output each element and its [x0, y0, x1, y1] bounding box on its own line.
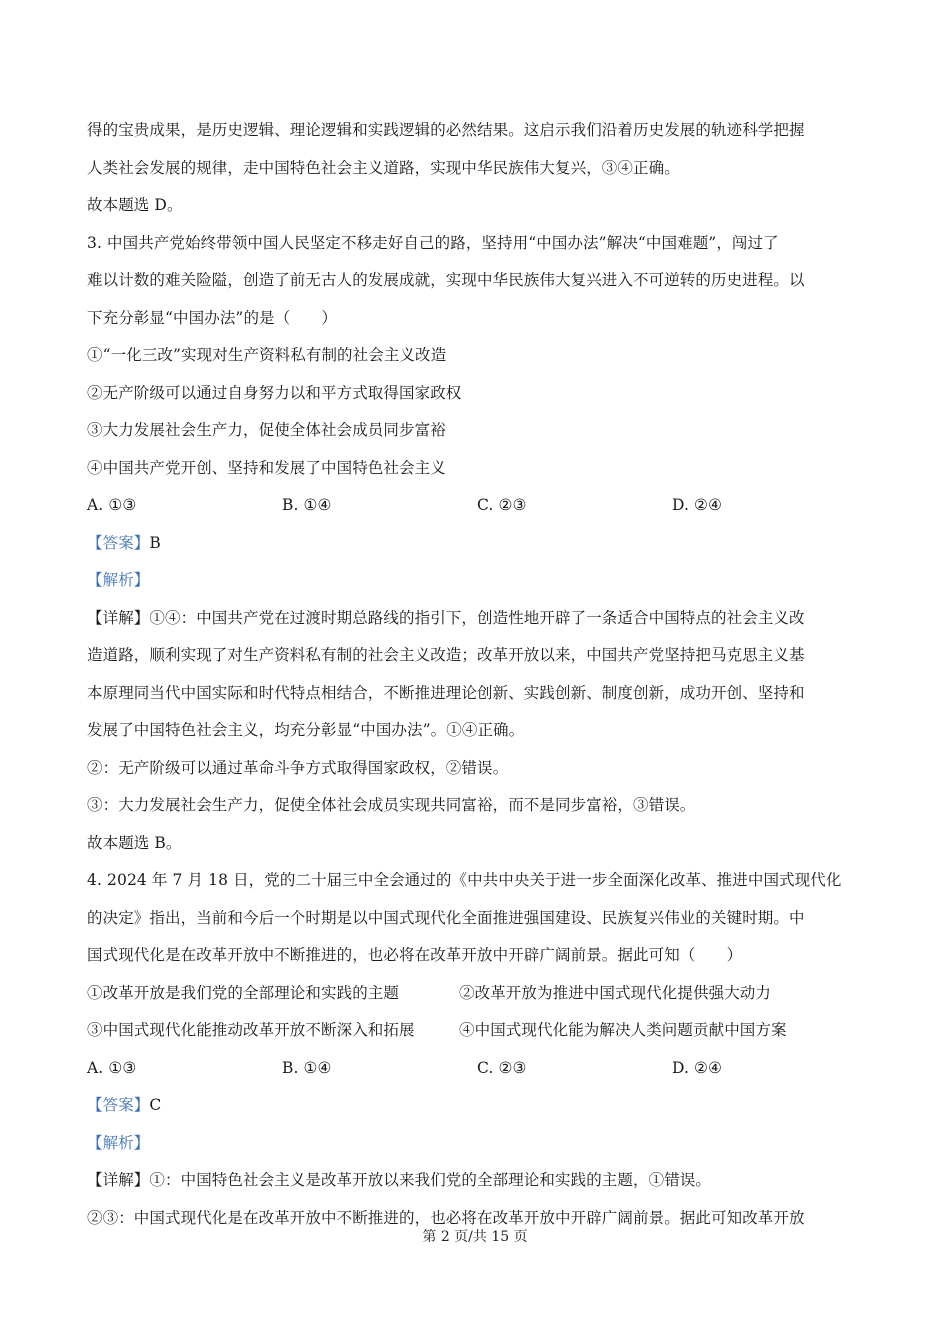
question-stem: 3. 中国共产党始终带领中国人民坚定不移走好自己的路，坚持用“中国办法”解决“中国难题”，闯过了: [87, 233, 779, 252]
statement-row: [87, 1012, 887, 1050]
detail-text: 造道路，顺利实现了对生产资料私有制的社会主义改造；改革开放以来，中国共产党坚持把马克思主义基: [87, 646, 805, 664]
detail-label: 【详解】: [87, 1171, 150, 1189]
question-3: [87, 225, 887, 863]
answer-value: C: [149, 1096, 162, 1114]
detail-text: ③：大力发展社会生产力，促使全体社会成员实现共同富裕，而不是同步富裕，③错误。: [87, 796, 696, 814]
statement-item: ③中国式现代化能推动改革开放不断深入和拓展: [87, 1021, 415, 1039]
detail-text: ①：中国特色社会主义是改革开放以来我们党的全部理论和实践的主题，①错误。: [149, 1171, 712, 1189]
conclusion: 故本题选 B。: [87, 833, 182, 852]
detail-text: ①④：中国共产党在过渡时期总路线的指引下，创造性地开辟了一条适合中国特点的社会主义改: [149, 608, 805, 627]
analysis-label: 【解析】: [87, 1133, 150, 1152]
option-c: C. ②③: [477, 1058, 527, 1077]
option-c: C. ②③: [477, 496, 527, 514]
answer-options: [87, 487, 887, 525]
detail-line: [87, 1162, 887, 1200]
analysis-line: [87, 562, 887, 600]
detail-text: 本原理同当代中国实际和时代特点相结合，不断推进理论创新、实践创新、制度创新，成功开创、坚持和: [87, 683, 805, 702]
detail-text: ②③：中国式现代化是在改革开放中不断推进的，也必将在改革开放中开辟广阔前景。据此可知改革开放: [87, 1208, 805, 1227]
question-stem: 下充分彰显“中国办法”的是（ ）: [87, 308, 338, 327]
statement-item: ①“一化三改”实现对生产资料私有制的社会主义改造: [87, 346, 447, 364]
question-4: [87, 862, 887, 1237]
option-d: D. ②④: [672, 496, 723, 514]
detail-text: 发展了中国特色社会主义，均充分彰显“中国办法”。①④正确。: [87, 721, 525, 739]
detail-line: [87, 600, 887, 638]
text-line: 人类社会发展的规律，走中国特色社会主义道路，实现中华民族伟大复兴，③④正确。: [87, 158, 680, 177]
answer-label: 【答案】: [87, 533, 150, 552]
page-footer: 第 2 页/共 15 页: [422, 1229, 528, 1245]
analysis-line: [87, 1125, 887, 1163]
option-a: A. ①③: [87, 1058, 137, 1077]
detail-label: 【详解】: [87, 608, 150, 627]
option-a: A. ①③: [87, 496, 137, 514]
statement-item: ②无产阶级可以通过自身努力以和平方式取得国家政权: [87, 383, 462, 402]
statement-item: ①改革开放是我们党的全部理论和实践的主题: [87, 983, 400, 1002]
question-stem: 4. 2024 年 7 月 18 日，党的二十届三中全会通过的《中共中央关于进一步全面深化改革、推进中国式现代化: [87, 871, 842, 889]
question-stem: 的决定》指出，当前和今后一个时期是以中国式现代化全面推进强国建设、民族复兴伟业的关键时期。中: [87, 908, 805, 927]
question-stem: 难以计数的难关险隘，创造了前无古人的发展成就，实现中华民族伟大复兴进入不可逆转的历史进程。以: [87, 271, 805, 289]
option-b: B. ①④: [282, 1058, 332, 1077]
detail-text: ②：无产阶级可以通过革命斗争方式取得国家政权，②错误。: [87, 758, 509, 777]
text-line: 故本题选 D。: [87, 196, 183, 214]
statement-row: [87, 975, 887, 1013]
answer-line: [87, 525, 887, 563]
statement-item: ④中国共产党开创、坚持和发展了中国特色社会主义: [87, 458, 446, 477]
option-d: D. ②④: [672, 1058, 723, 1077]
statement-item: ③大力发展社会生产力，促使全体社会成员同步富裕: [87, 421, 446, 439]
answer-line: [87, 1087, 887, 1125]
document-body: [87, 112, 887, 1237]
text-line: 得的宝贵成果，是历史逻辑、理论逻辑和实践逻辑的必然结果。这启示我们沿着历史发展的轨迹科学把握: [87, 121, 805, 139]
question-stem: 国式现代化是在改革开放中不断推进的，也必将在改革开放中开辟广阔前景。据此可知（ ）: [87, 946, 743, 964]
statement-item: ②改革开放为推进中国式现代化提供强大动力: [459, 983, 772, 1002]
statement-item: ④中国式现代化能为解决人类问题贡献中国方案: [459, 1021, 787, 1039]
analysis-label: 【解析】: [87, 571, 150, 589]
answer-label: 【答案】: [87, 1096, 150, 1114]
option-b: B. ①④: [282, 496, 332, 514]
answer-options: [87, 1050, 887, 1088]
answer-value: B: [149, 533, 161, 552]
